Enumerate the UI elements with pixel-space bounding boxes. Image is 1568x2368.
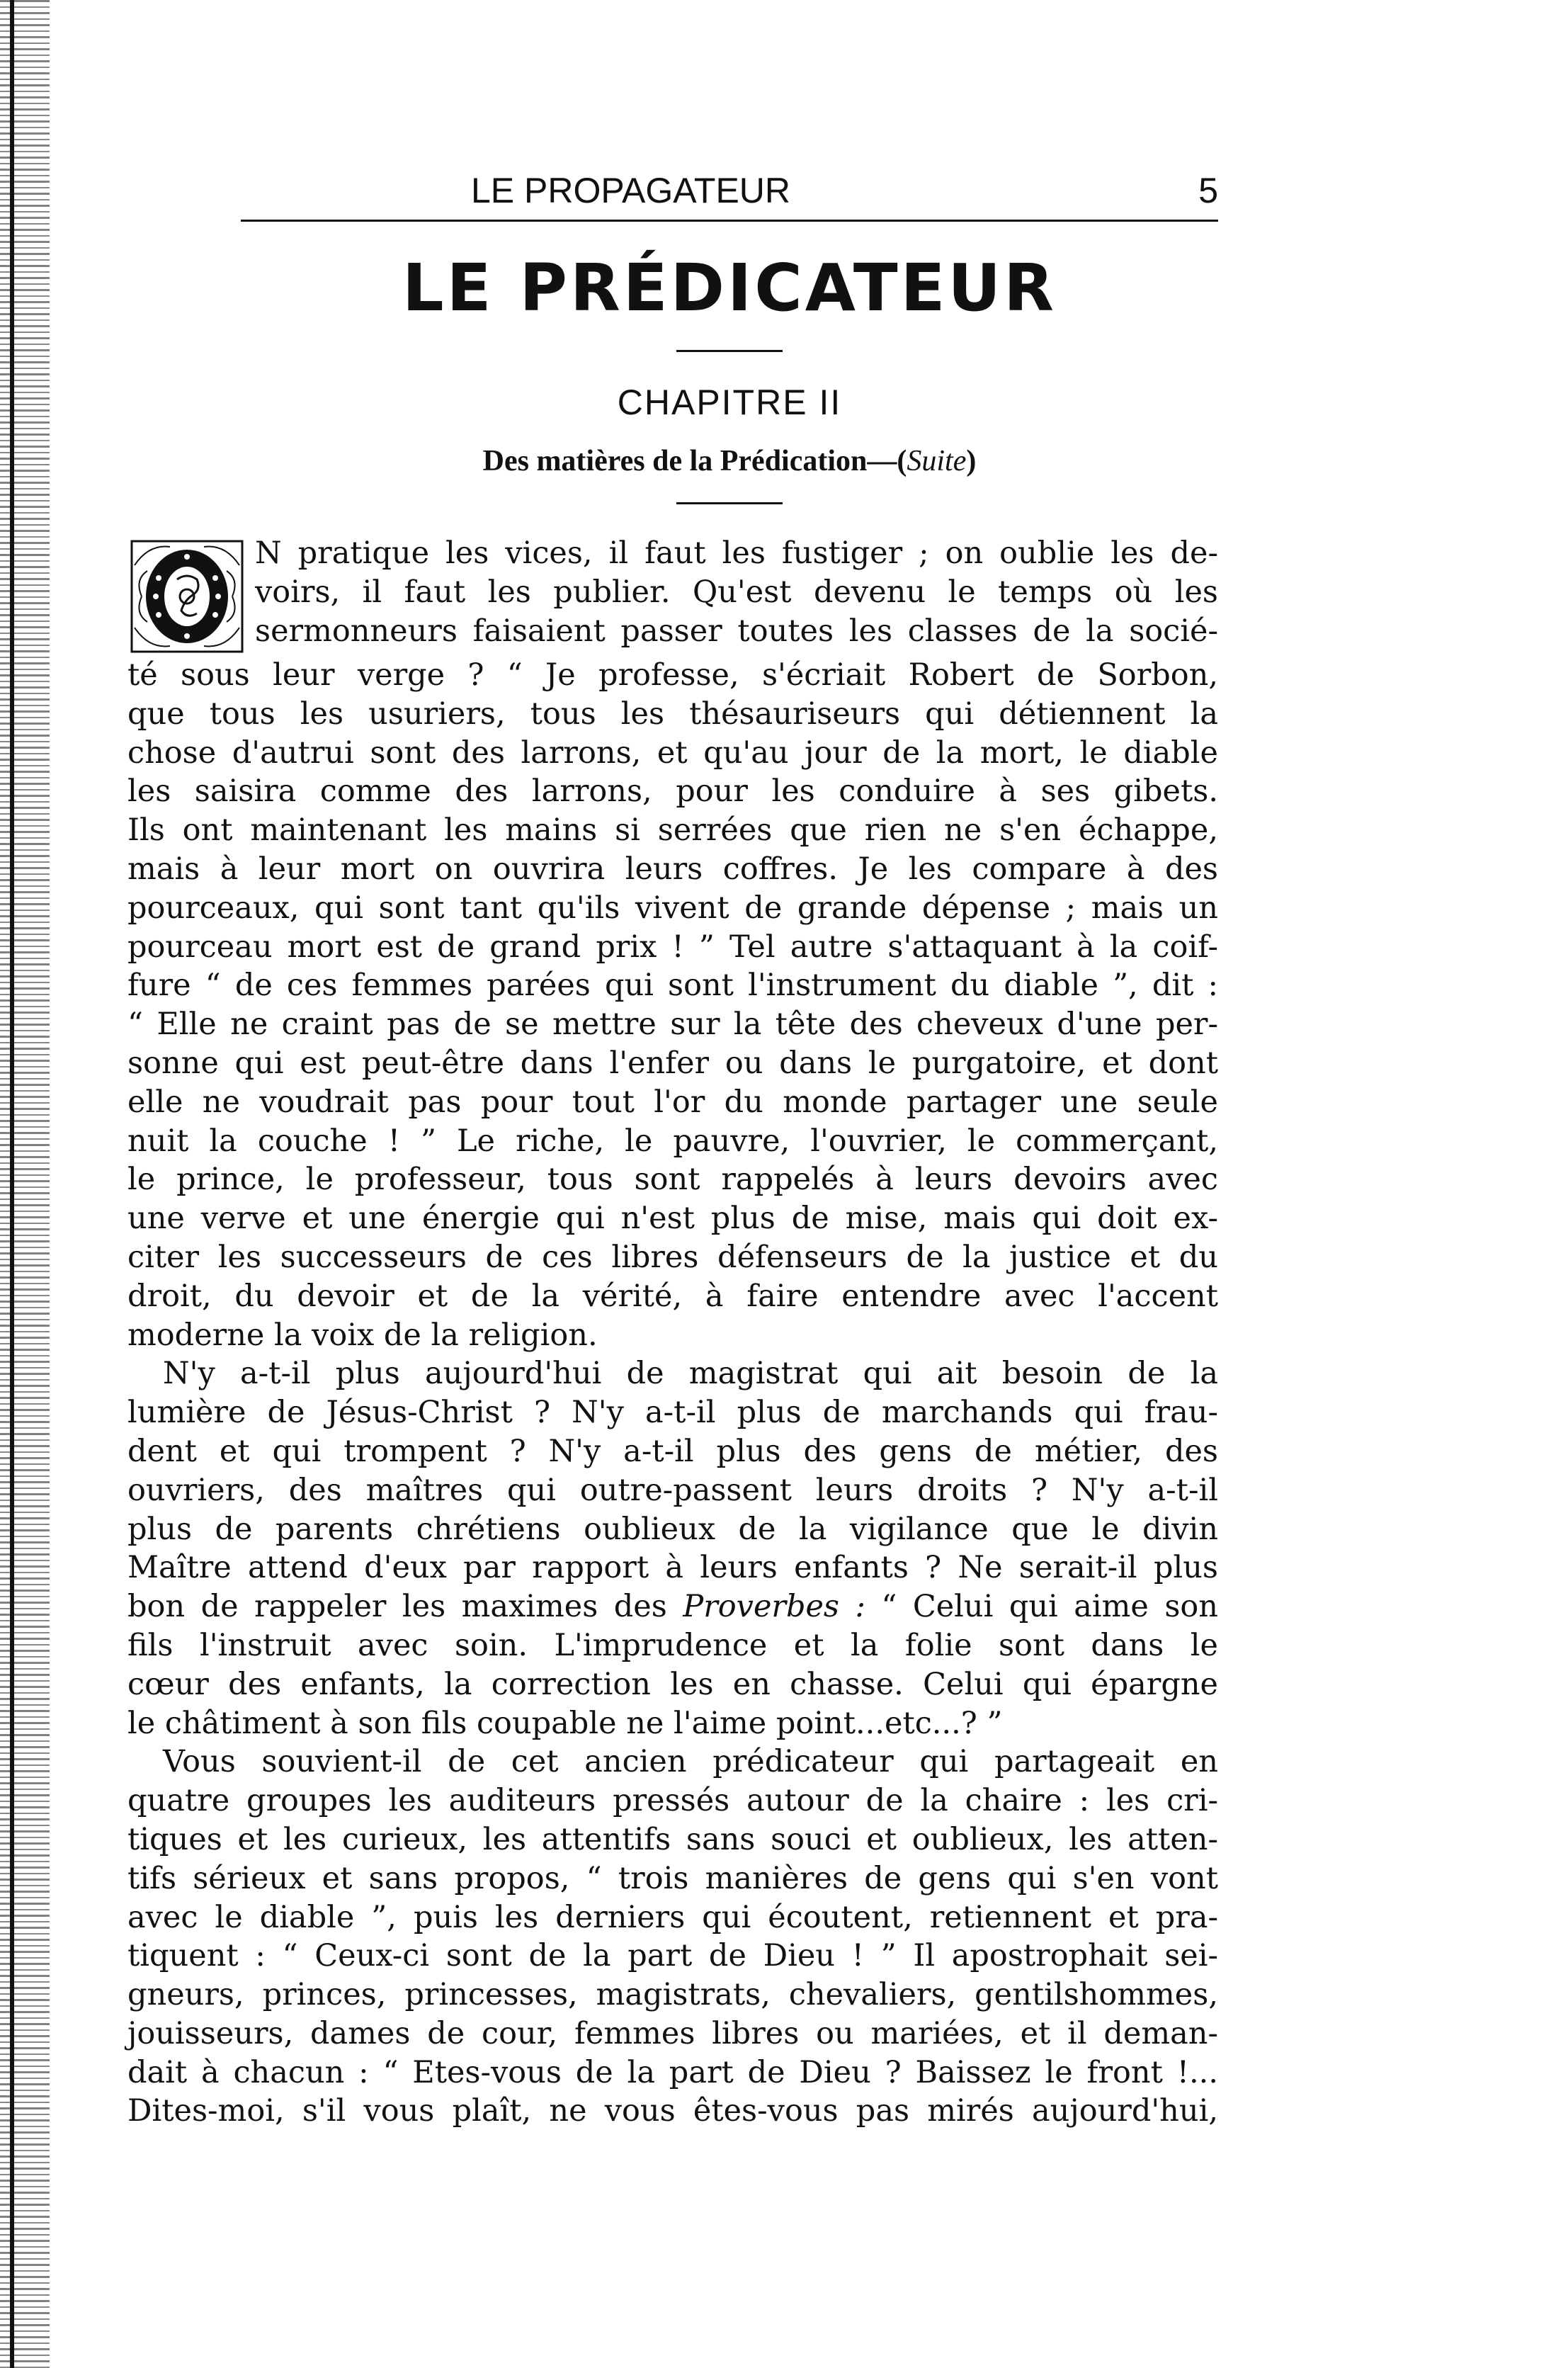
text-line: dait à chacun : “ Etes-vous de la part de Dieu ? Baissez le front !... <box>127 2054 1218 2090</box>
text-line: citer les successeurs de ces libres défenseurs de la justice et du <box>127 1239 1218 1275</box>
chapter-subtitle <box>241 444 1218 478</box>
text-line: le prince, le professeur, tous sont rappelés à leurs devoirs avec <box>127 1162 1218 1198</box>
binding-rule <box>10 0 14 2368</box>
paragraph-3 <box>127 1743 1218 2131</box>
text-line-proverbes <box>127 1587 1218 1626</box>
drop-cap-ornament <box>127 537 246 656</box>
text-line: “ Elle ne craint pas de se mettre sur la tête des cheveux d'une per- <box>127 1007 1218 1043</box>
text-line: fure “ de ces femmes parées qui sont l'instrument du diable ”, dit : <box>127 968 1218 1004</box>
proverbes-title: Proverbes : <box>683 1589 865 1625</box>
text-line: Vous souvient-il de cet ancien prédicateur qui partageait en <box>163 1744 1218 1780</box>
title-divider <box>676 350 783 352</box>
text-line: lumière de Jésus-Christ ? N'y a-t-il plus de marchands qui frau- <box>127 1395 1218 1431</box>
book-page <box>127 170 1218 2131</box>
text-line: pourceaux, qui sont tant qu'ils vivent de grande dépense ; mais un <box>127 890 1218 926</box>
text-line: N pratique les vices, il faut les fustiger ; on oublie les de- <box>255 536 1218 571</box>
text-line: sermonneurs faisaient passer toutes les classes de la socié- <box>255 613 1218 649</box>
subtitle-close: ) <box>966 445 977 477</box>
text-line: ouvriers, des maîtres qui outre-passent leurs droits ? N'y a-t-il <box>127 1472 1218 1508</box>
text-line: dent et qui trompent ? N'y a-t-il plus des gens de métier, des <box>127 1433 1218 1469</box>
text-line: tifs sérieux et sans propos, “ trois manières de gens qui s'en vont <box>127 1860 1218 1896</box>
text-line: pourceau mort est de grand prix ! ” Tel autre s'attaquant à la coif- <box>127 929 1218 965</box>
text-line: mais à leur mort on ouvrira leurs coffres. Je les compare à des <box>127 851 1218 887</box>
text-line: quatre groupes les auditeurs pressés autour de la chaire : les cri- <box>127 1783 1218 1819</box>
text-line: Ils ont maintenant les mains si serrées que rien ne s'en échappe, <box>127 812 1218 849</box>
article-body <box>127 534 1218 2131</box>
page-number: 5 <box>1198 171 1218 210</box>
running-title: LE PROPAGATEUR <box>471 171 791 210</box>
drop-cap-letter: O <box>186 606 188 607</box>
text-line: avec le diable ”, puis les derniers qui écoutent, retiennent et pra- <box>127 1899 1218 1935</box>
text-line: jouisseurs, dames de cour, femmes libres ou mariées, et il deman- <box>127 2015 1218 2051</box>
text-line: gneurs, princes, princesses, magistrats, chevaliers, gentilshommes, <box>127 1977 1218 2013</box>
text-line: cœur des enfants, la correction les en chasse. Celui qui épargne <box>127 1666 1218 1702</box>
subtitle-divider <box>676 502 783 504</box>
text-line: tiquent : “ Ceux-ci sont de la part de Dieu ! ” Il apostrophait sei- <box>127 1938 1218 1974</box>
paragraph-2 <box>127 1354 1218 1743</box>
text-line: Dites-moi, s'il vous plaît, ne vous êtes-vous pas mirés aujourd'hui, <box>127 2093 1218 2129</box>
text-line: plus de parents chrétiens oublieux de la vigilance que le divin <box>127 1511 1218 1547</box>
text-line: nuit la couche ! ” Le riche, le pauvre, l'ouvrier, le commerçant, <box>127 1123 1218 1159</box>
chapter-heading: CHAPITRE II <box>617 383 842 422</box>
subtitle-main: Des matières de la Prédication—( <box>482 445 907 477</box>
text-line: que tous les usuriers, tous les thésauriseurs qui détiennent la <box>127 696 1218 732</box>
scanned-binding-edge <box>0 0 50 2368</box>
article-title: LE PRÉDICATEUR <box>402 250 1057 326</box>
subtitle-suite: Suite <box>907 445 967 477</box>
text-line: sonne qui est peut-être dans l'enfer ou dans le purgatoire, et dont <box>127 1045 1218 1081</box>
text-line: moderne la voix de la religion. <box>127 1317 598 1353</box>
text-line: fils l'instruit avec soin. L'imprudence et la folie sont dans le <box>127 1627 1218 1663</box>
text-line: chose d'autrui sont des larrons, et qu'au jour de la mort, le diable <box>127 735 1218 771</box>
proverbes-before: bon de rappeler les maximes des <box>127 1589 683 1625</box>
text-line: N'y a-t-il plus aujourd'hui de magistrat qui ait besoin de la <box>163 1356 1218 1392</box>
text-line: Maître attend d'eux par rapport à leurs enfants ? Ne serait-il plus <box>127 1550 1218 1586</box>
text-line: droit, du devoir et de la vérité, à faire entendre avec l'accent <box>127 1278 1218 1314</box>
paragraph-1 <box>127 534 1218 1354</box>
running-head <box>127 170 1218 220</box>
text-line: té sous leur verge ? “ Je professe, s'écriait Robert de Sorbon, <box>127 657 1218 693</box>
text-line: le châtiment à son fils coupable ne l'aime point...etc...? ” <box>127 1705 1003 1741</box>
text-line: voirs, il faut les publier. Qu'est devenu le temps où les <box>255 574 1218 610</box>
text-line: une verve et une énergie qui n'est plus de mise, mais qui doit ex- <box>127 1201 1218 1237</box>
ornamental-initial-o-icon <box>127 537 246 656</box>
proverbes-after: “ Celui qui aime son <box>865 1589 1218 1625</box>
header-rule <box>241 220 1218 222</box>
text-line: les saisira comme des larrons, pour les conduire à ses gibets. <box>127 774 1218 810</box>
text-line: elle ne voudrait pas pour tout l'or du monde partager une seule <box>127 1084 1218 1120</box>
text-line: tiques et les curieux, les attentifs sans souci et oublieux, les atten- <box>127 1821 1218 1857</box>
